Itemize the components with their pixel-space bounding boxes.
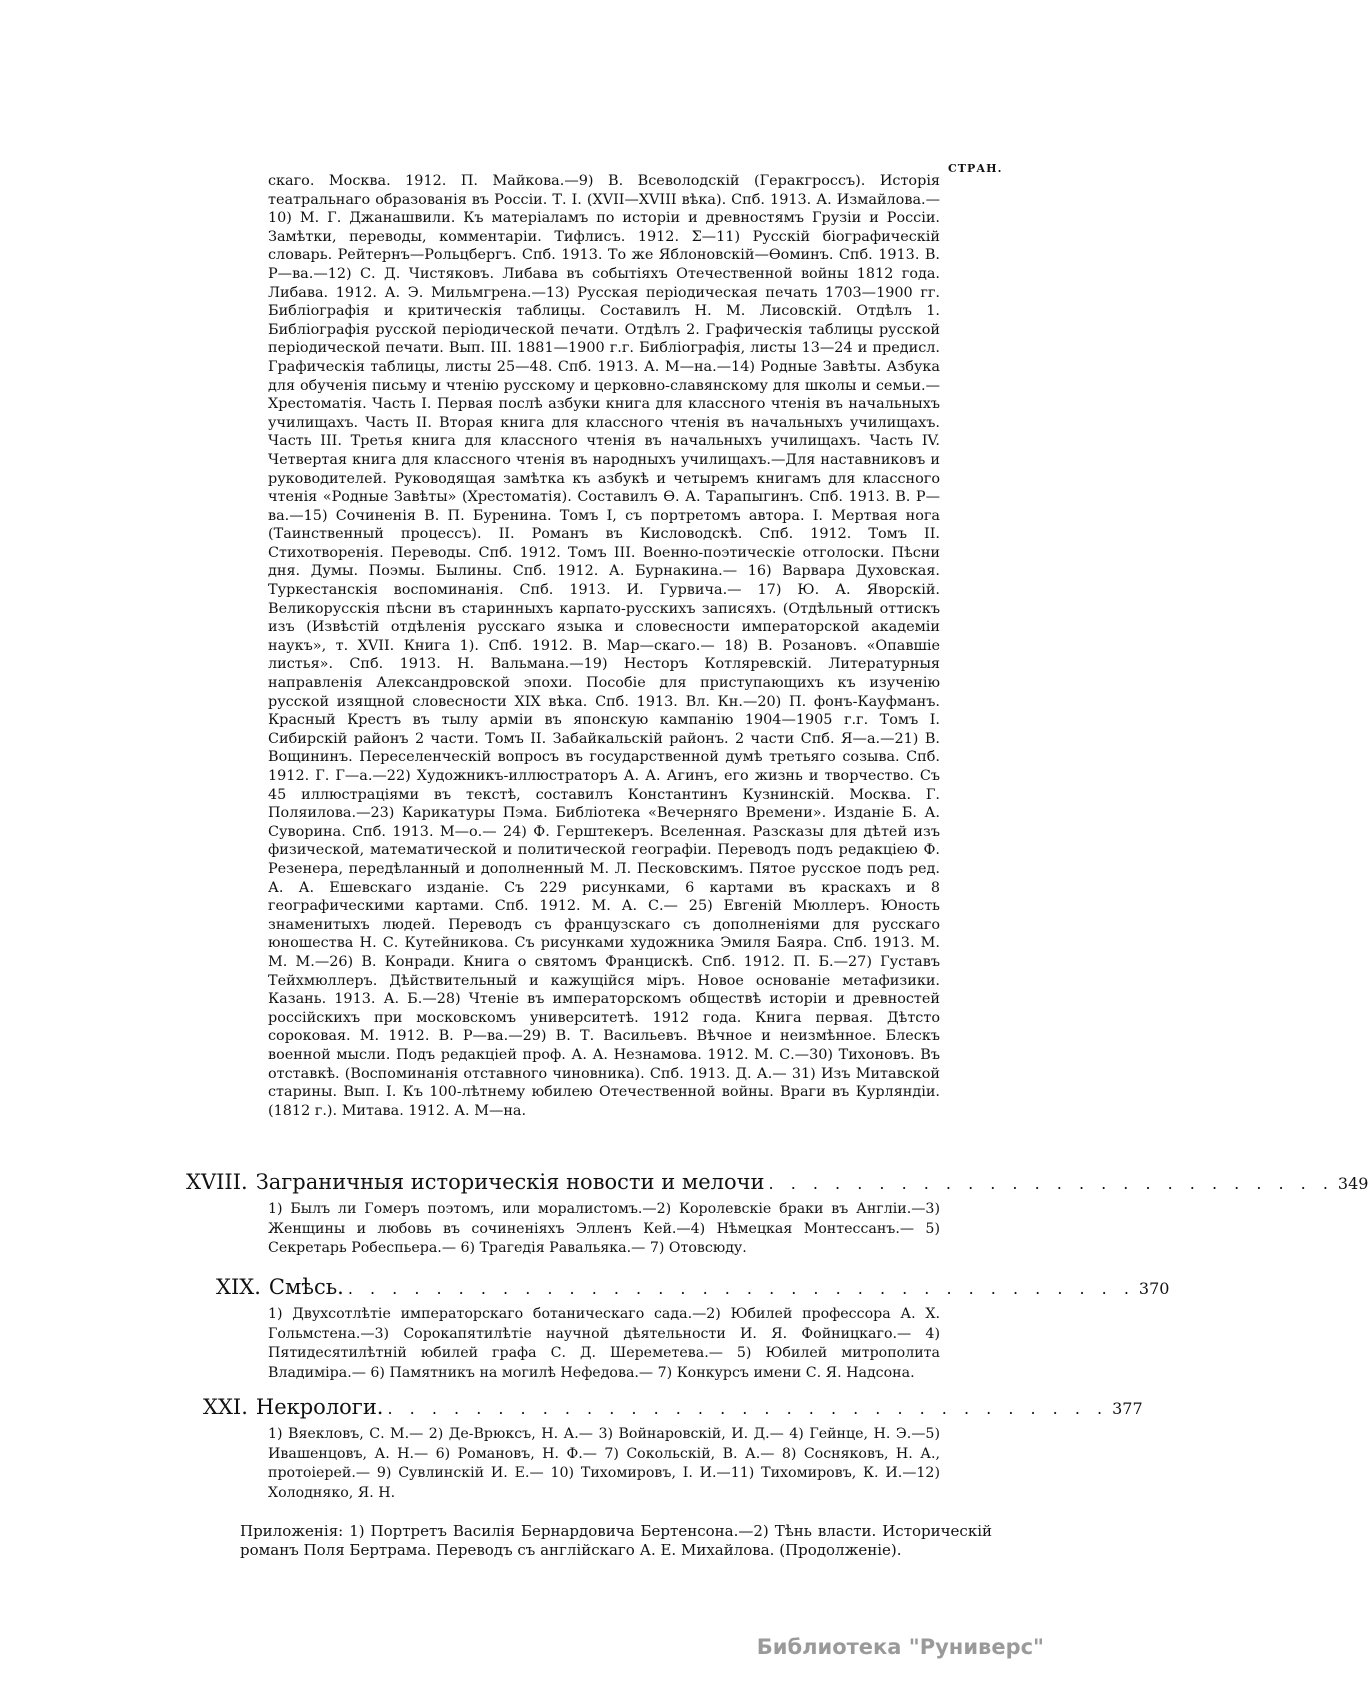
section-title: Заграничныя историческія новости и мелочи xyxy=(255,1170,765,1194)
section-title: Некрологи. xyxy=(255,1395,384,1419)
section-number: XXI. xyxy=(203,1395,248,1419)
leader-dots: . . . . . . . . . . . . . . . . . . . . . . . . . . . . . . . . . xyxy=(387,1399,1109,1418)
section-number: XIX. xyxy=(216,1275,261,1299)
section-heading-xxi xyxy=(203,1395,1143,1419)
appendix-note: Приложенія: 1) Портретъ Василія Бернардовича Бертенсона.—2) Тѣнь власти. Историческій романъ Поля Бертрама. Переводъ съ англійскаго А. Е. Михайлова. (Продолженіе). xyxy=(240,1522,992,1559)
section-page-number: 349 xyxy=(1337,1174,1368,1193)
section-page-number: 377 xyxy=(1112,1399,1143,1418)
leader-dots: . . . . . . . . . . . . . . . . . . . . . . . . . . xyxy=(768,1174,1334,1193)
section-number: XVIII. xyxy=(186,1170,248,1194)
column-header: СТРАН. xyxy=(948,162,1003,175)
section-body-xviii: 1) Былъ ли Гомеръ поэтомъ, или моралистомъ.—2) Королевскіе браки въ Англіи.—3) Женщины и любовь въ сочиненіяхъ Элленъ Кей.—4) Нѣмецкая Монтессанъ.— 5) Секретарь Робеспьера.— 6) Трагедія Равальяка.— 7) Отовсюду. xyxy=(268,1201,940,1256)
section-body-xxi: 1) Вяекловъ, С. М.— 2) Де-Врюксъ, Н. А.— 3) Войнаровскій, И. Д.— 4) Гейнце, Н. Э.—5) Ивашенцовъ, А. Н.— 6) Романовъ, Н. Ф.— 7) Сокольскій, В. А.— 8) Сосняковъ, Н. А., протоіерей.— 9) Сувлинскій И. Е.— 10) Тихомировъ, І. И.—11) Тихомировъ, К. И.—12) Холодняко, Я. Н. xyxy=(268,1426,940,1501)
section-page-number: 370 xyxy=(1138,1279,1170,1298)
section-heading-xix xyxy=(216,1275,1170,1299)
leader-dots: . . . . . . . . . . . . . . . . . . . . . . . . . . . . . . . . . . . . xyxy=(347,1279,1135,1298)
library-watermark: Библиотека "Руниверс" xyxy=(756,1635,1044,1659)
section-heading-xviii xyxy=(186,1170,1368,1194)
section-title: Смѣсь. xyxy=(268,1275,344,1299)
main-text-block: скаго. Москва. 1912. П. Майкова.—9) В. Всеволодскій (Геракгроссъ). Исторія театральнаго образованія въ Россіи. Т. І. (XVII—XVIII вѣка). Спб. 1913. А. Измайлова.—10) М. Г. Джанашвили. Къ матеріаламъ по исторіи и древностямъ Грузіи и Россіи. Замѣтки, переводы, комментаріи. Тифлисъ. 1912. Σ—11) Русскій біографическій словарь. Рейтернъ—Рольцбергъ. Спб. 1913. То же Яблоновскій—Ѳоминъ. Спб. 1913. В. Р—ва.—12) С. Д. Чистяковъ. Либава въ событіяхъ Отечественной войны 1812 года. Либава. 1912. А. Э. Мильмгрена.—13) Русская періодическая печать 1703—1900 гг. Библіографія и критическія таблицы. Составилъ Н. М. Лисовскій. Отдѣлъ 1. Библіографія русской періодической печати. Отдѣлъ 2. Графическія таблицы русской періодической печати. Вып. III. 1881—1900 г.г. Библіографія, листы 13—24 и предисл. Графическія таблицы, листы 25—48. Спб. 1913. А. М—на.—14) Родные Завѣты. Азбука для обученія письму и чтенію русскому и церковно-славянскому для школы и семьи.— Хрестоматія. Часть I. Первая послѣ азбуки книга для классного чтенія въ начальныхъ училищахъ. Часть II. Вторая книга для классного чтенія въ начальныхъ училищахъ. Часть III. Третья книга для классного чтенія въ начальныхъ училищахъ. Часть IV. Четвертая книга для классного чтенія въ народныхъ училищахъ.—Для наставниковъ и руководителей. Руководящая замѣтка къ азбукѣ и четыремъ книгамъ для классного чтенія «Родные Завѣты» (Хрестоматія). Составилъ Ѳ. А. Тарапыгинъ. Спб. 1913. В. Р—ва.—15) Сочиненія В. П. Буренина. Томъ I, съ портретомъ автора. I. Мертвая нога (Таинственный процессъ). II. Романъ въ Кисловодскѣ. Спб. 1912. Томъ II. Стихотворенія. Переводы. Спб. 1912. Томъ III. Военно-поэтическіе отголоски. Пѣсни дня. Думы. Поэмы. Былины. Спб. 1912. А. Бурнакина.— 16) Варвара Духовская. Туркестанскія воспоминанія. Спб. 1913. И. Гурвича.— 17) Ю. А. Яворскій. Великорусскія пѣсни въ старинныхъ карпато-русскихъ записяхъ. (Отдѣльный оттискъ изъ (Извѣстій отдѣленія русскаго языка и словесности императорской академіи наукъ», т. XVII. Книга 1). Спб. 1912. В. Мар—скаго.— 18) В. Розановъ. «Опавшіе листья». Спб. 1913. Н. Вальмана.—19) Несторъ Котляревскій. Литературныя направленія Александровской эпохи. Пособіе для приступающихъ къ изученію русской изящной словесности XIX вѣка. Спб. 1913. Вл. Кн.—20) П. фонъ-Кауфманъ. Красный Крестъ въ тылу арміи въ японскую кампанію 1904—1905 г.г. Томъ I. Сибирскій районъ 2 части. Томъ II. Забайкальскій районъ. 2 части Спб. Я—а.—21) В. Вощининъ. Переселенческій вопросъ въ государственной думѣ третьяго созыва. Спб. 1912. Г. Г—а.—22) Художникъ-иллюстраторъ А. А. Агинъ, его жизнь и творчество. Съ 45 иллюстраціями въ текстѣ, составилъ Константинъ Кузнинскій. Москва. Г. Поляилова.—23) Карикатуры Пэма. Библіотека «Вечерняго Времени». Изданіе Б. А. Суворина. Спб. 1913. М—о.— 24) Ф. Герштекеръ. Вселенная. Разсказы для дѣтей изъ физической, математической и политической географіи. Переводъ подъ редакціею Ф. Резенера, передѣланный и дополненный М. Л. Песковскимъ. Пятое русское подъ ред. А. А. Ешевскаго изданіе. Съ 229 рисунками, 6 картами въ краскахъ и 8 географическими картами. Спб. 1912. М. А. С.— 25) Евгеній Мюллеръ. Юность знаменитыхъ людей. Переводъ съ французскаго съ дополненіями для русскаго юношества Н. С. Кутейникова. Съ рисунками художника Эмиля Баяра. Спб. 1913. М. М. М.—26) В. Конради. Книга о святомъ Францискѣ. Спб. 1912. П. Б.—27) Густавъ Тейхмюллеръ. Дѣйствительный и кажущійся міръ. Новое основаніе метафизики. Казань. 1913. А. Б.—28) Чтеніе въ императорскомъ обществѣ исторіи и древностей россійскихъ при московскомъ университетѣ. 1912 года. Книга первая. Дѣтсто сороковая. М. 1912. В. Р—ва.—29) В. Т. Васильевъ. Вѣчное и неизмѣнное. Блескъ военной мысли. Подъ редакціей проф. А. А. Незнамова. 1912. М. С.—30) Тихоновъ. Въ отставкѣ. (Воспоминанія отставного чиновника). Спб. 1913. Д. А.— 31) Изъ Митавской старины. Вып. I. Къ 100-лѣтнему юбилею Отечественной войны. Враги въ Курляндіи. (1812 г.). Митава. 1912. А. М—на. xyxy=(268,173,940,1119)
section-body-xix: 1) Двухсотлѣтіе императорскаго ботаническаго сада.—2) Юбилей профессора А. Х. Гольмстена.—3) Сорокапятилѣтіе научной дѣятельности И. Я. Фойницкаго.— 4) Пятидесятилѣтній юбилей графа С. Д. Шереметева.— 5) Юбилей митрополита Владиміра.— 6) Памятникъ на могилѣ Нефедова.— 7) Конкурсъ имени С. Я. Надсона. xyxy=(268,1306,940,1381)
